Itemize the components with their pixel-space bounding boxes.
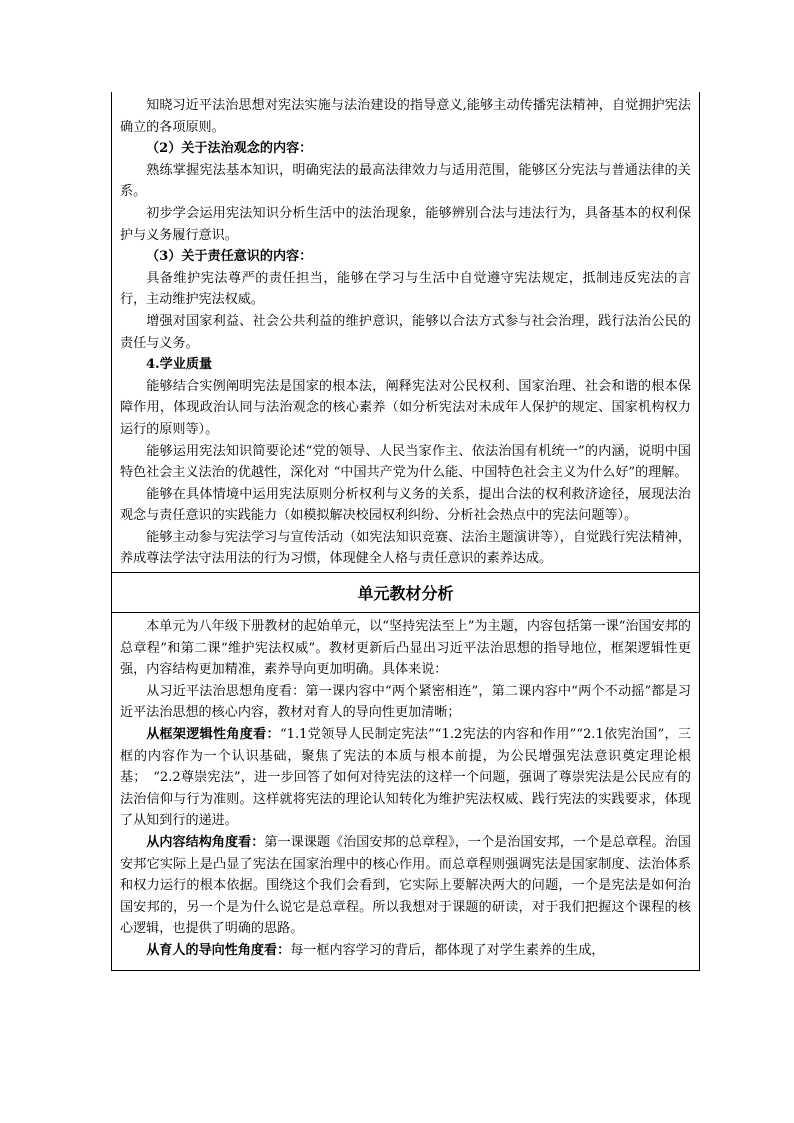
paragraph: 初步学会运用宪法知识分析生活中的法治现象，能够辨别合法与违法行为，具备基本的权利保护与义务履行意识。 — [120, 205, 691, 243]
section-title: 单元教材分析 — [111, 573, 700, 613]
paragraph — [120, 940, 691, 962]
paragraph: 知晓习近平法治思想对宪法实施与法治建设的指导意义,能够主动传播宪法精神，自觉拥护宪法确立的各项原则。 — [120, 98, 691, 135]
paragraph: 具备维护宪法尊严的责任担当，能够在学习与生活中自觉遵守宪法规定，抵制违反宪法的言行，主动维护宪法权威。 — [120, 270, 691, 308]
subheading-academic-quality: 4.学业质量 — [146, 357, 213, 373]
subheading-rule-of-law: （2）关于法治观念的内容： — [146, 141, 313, 157]
paragraph: 能够主动参与宪法学习与宣传活动（如宪法知识竞赛、法治主题演讲等），自觉践行宪法精神，养成尊法学法守法用法的行为习惯，体现健全人格与责任意识的素养达成。 — [120, 529, 691, 567]
core-literacy-cell — [111, 92, 700, 573]
paragraph: 增强对国家利益、社会公共利益的维护意识，能够以合法方式参与社会治理，践行法治公民的责任与义务。 — [120, 313, 691, 351]
paragraph-body: “1.1党领导人民制定宪法”“1.2宪法的内容和作用”“2.1依宪治国”，三框的内容作为一个认识基础，聚焦了宪法的本质与根本前提，为公民增强宪法意识奠定理论根基； “2.2尊崇宪法”，进一步回答了如何对待宪法的这样一个问题，强调了尊崇宪法是公民应有的法治信仰与行为准则。这样就将宪法的理论认知转化为维护宪法权威、践行宪法的实践要求，体现了从知到行的递进。 — [120, 727, 692, 829]
subheading-responsibility: （3）关于责任意识的内容： — [146, 249, 313, 265]
paragraph — [120, 724, 691, 832]
paragraph: 熟练掌握宪法基本知识，明确宪法的最高法律效力与适用范围，能够区分宪法与普通法律的关系。 — [120, 162, 691, 200]
paragraph-lead: 从内容结构角度看： — [146, 835, 265, 850]
paragraph-lead: 从育人的导向性角度看： — [146, 942, 291, 958]
paragraph: 本单元为八年级下册教材的起始单元，以“坚持宪法至上”为主题，内容包括第一课“治国安邦的总章程”和第二课“维护宪法权威”。教材更新后凸显出习近平法治思想的指导地位，框架逻辑性更强，内容结构更加精准，素养导向更加明确。具体来说： — [120, 619, 691, 678]
paragraph-body: 第一课课题《治国安邦的总章程》，一个是治国安邦，一个是总章程。治国安邦它实际上是凸显了宪法在国家治理中的核心作用。而总章程则强调宪法是国家制度、法治体系和权力运行的根本依据。围绕这个我们会看到，它实际上要解决两大的问题，一个是宪法是如何治国安邦的，另一个是为什么说它是总章程。所以我想对于课题的研读，对于我们把握这个课程的核心逻辑，也提供了明确的思路。 — [120, 835, 691, 937]
paragraph-body: 每一框内容学习的背后，都体现了对学生素养的生成， — [290, 942, 605, 958]
textbook-analysis-cell — [111, 613, 700, 971]
paragraph: 能够在具体情境中运用宪法原则分析权利与义务的关系，提出合法的权利救济途径，展现法治观念与责任意识的实践能力（如模拟解决校园权利纠纷、分析社会热点中的宪法问题等）。 — [120, 486, 691, 524]
paragraph: 从习近平法治思想角度看：第一课内容中“两个紧密相连”，第二课内容中“两个不动摇”都是习近平法治思想的核心内容，教材对育人的导向性更加清晰； — [120, 683, 691, 721]
paragraph: 能够结合实例阐明宪法是国家的根本法，阐释宪法对公民权利、国家治理、社会和谐的根本保障作用，体现政治认同与法治观念的核心素养（如分析宪法对未成年人保护的规定、国家机构权力运行的原则等）。 — [120, 378, 691, 437]
document-table — [111, 92, 700, 971]
paragraph — [120, 832, 691, 940]
paragraph-lead: 从框架逻辑性角度看： — [146, 727, 280, 743]
paragraph: 能够运用宪法知识简要论述“党的领导、人民当家作主、依法治国有机统一”的内涵，说明中国特色社会主义法治的优越性，深化对 “中国共产党为什么能、中国特色社会主义为什么好”的理解。 — [120, 443, 691, 481]
